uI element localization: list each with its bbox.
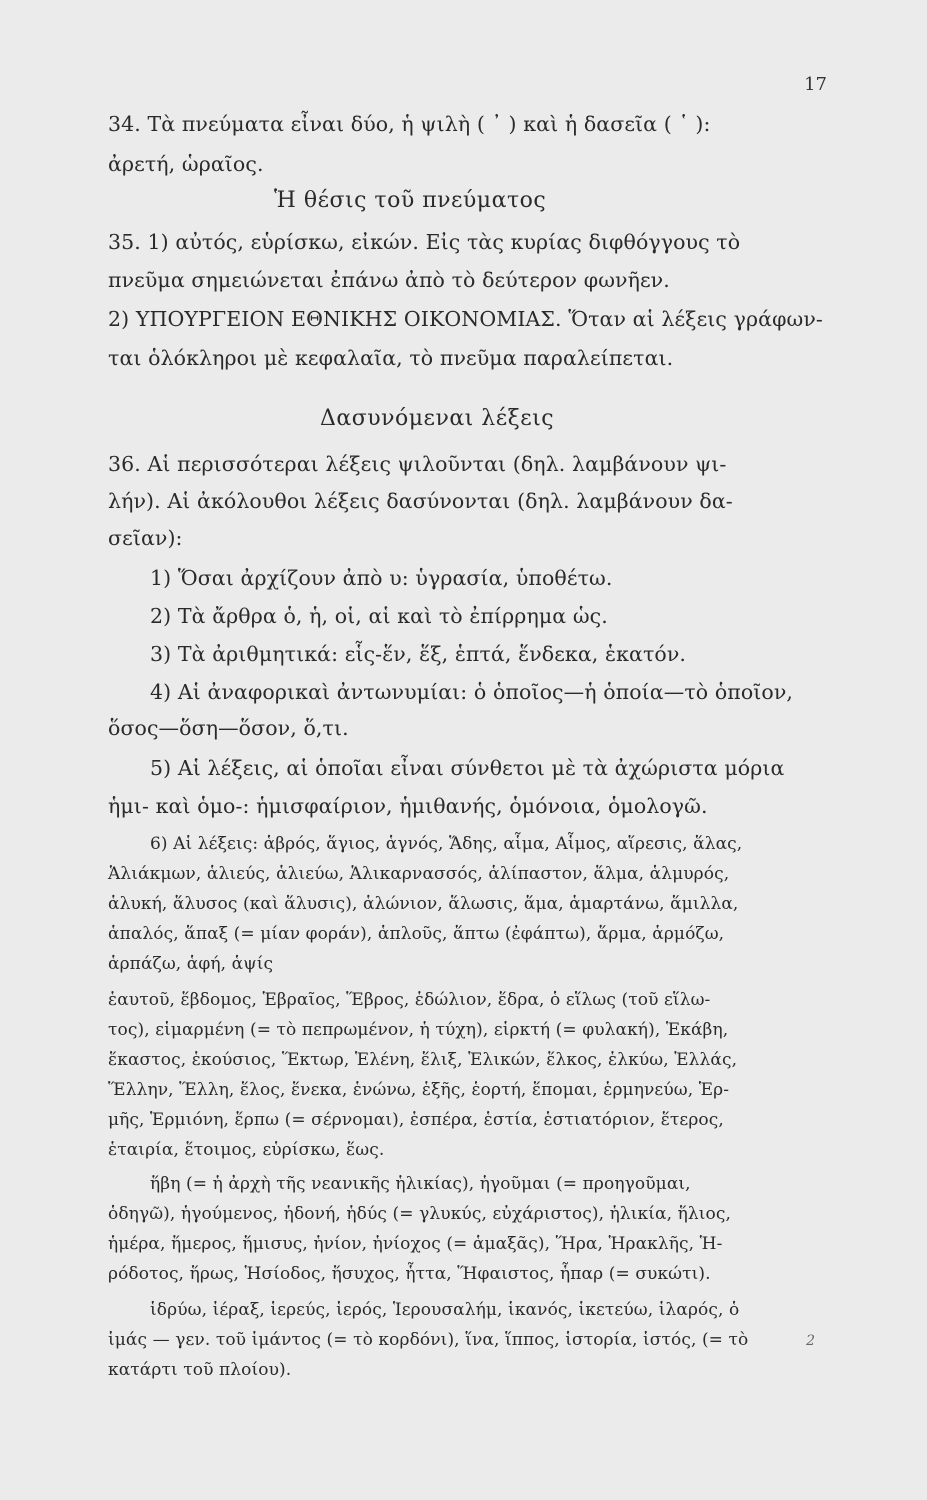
- page-number: 17: [804, 74, 827, 95]
- text-line: ἑαυτοῦ, ἕβδομος, Ἑβραῖος, Ἕβρος, ἑδώλιον, ἕδρα, ὁ εἵλως (τοῦ εἵλω-: [108, 990, 711, 1010]
- text-line: κατάρτι τοῦ πλοίου).: [108, 1360, 292, 1380]
- text-line: ἀρετή, ὡραῖος.: [108, 152, 264, 176]
- text-line: 2) Τὰ ἄρθρα ὁ, ἡ, οἱ, αἱ καὶ τὸ ἐπίρρημα ὡς.: [150, 604, 608, 628]
- text-line: ἥβη (= ἡ ἀρχὴ τῆς νεανικῆς ἡλικίας), ἡγοῦμαι (= προηγοῦμαι,: [150, 1174, 691, 1194]
- text-line: Ἕλλην, Ἕλλη, ἕλος, ἕνεκα, ἑνώνω, ἑξῆς, ἑορτή, ἕπομαι, ἑρμηνεύω, Ἑρ-: [108, 1080, 730, 1100]
- section-heading: Δασυνόμεναι λέξεις: [320, 406, 555, 431]
- text-line: πνεῦμα σημειώνεται ἐπάνω ἀπὸ τὸ δεύτερον φωνῆεν.: [108, 268, 670, 292]
- text-line: ρόδοτος, ἥρως, Ἡσίοδος, ἥσυχος, ἧττα, Ἥφαιστος, ἧπαρ (= συκώτι).: [108, 1264, 711, 1284]
- text-line: λήν). Αἱ ἀκόλουθοι λέξεις δασύνονται (δηλ. λαμβάνουν δα-: [108, 489, 733, 513]
- text-line: ἁπαλός, ἅπαξ (= μίαν φοράν), ἁπλοῦς, ἅπτω (ἐφάπτω), ἅρμα, ἁρμόζω,: [108, 924, 725, 944]
- text-line: 5) Αἱ λέξεις, αἱ ὁποῖαι εἶναι σύνθετοι μὲ τὰ ἀχώριστα μόρια: [150, 756, 785, 780]
- text-line: 34. Τὰ πνεύματα εἶναι δύο, ἡ ψιλὴ ( ᾿ ) καὶ ἡ δασεῖα ( ῾ ):: [108, 112, 711, 136]
- text-line: ἕκαστος, ἑκούσιος, Ἕκτωρ, Ἑλένη, ἕλιξ, Ἑλικών, ἕλκος, ἑλκύω, Ἑλλάς,: [108, 1050, 738, 1070]
- text-line: ἁρπάζω, ἁφή, ἁψίς: [108, 954, 274, 974]
- text-line: τος), εἱμαρμένη (= τὸ πεπρωμένον, ἡ τύχη), εἱρκτή (= φυλακή), Ἑκάβη,: [108, 1020, 729, 1040]
- text-line: ται ὁλόκληροι μὲ κεφαλαῖα, τὸ πνεῦμα παραλείπεται.: [108, 346, 674, 370]
- text-line: ὅσος—ὅση—ὅσον, ὅ,τι.: [108, 716, 349, 740]
- text-line: ἡμι- καὶ ὁμο-: ἡμισφαίριον, ἡμιθανής, ὁμόνοια, ὁμολογῶ.: [108, 794, 708, 818]
- section-heading: Ἡ θέσις τοῦ πνεύματος: [274, 188, 547, 213]
- text-line: 3) Τὰ ἀριθμητικά: εἷς-ἕν, ἕξ, ἑπτά, ἕνδεκα, ἑκατόν.: [150, 642, 687, 666]
- text-line: Ἁλιάκμων, ἁλιεύς, ἁλιεύω, Ἁλικαρνασσός, ἁλίπαστον, ἅλμα, ἁλμυρός,: [108, 864, 730, 884]
- text-line: ἑταιρία, ἕτοιμος, εὑρίσκω, ἕως.: [108, 1140, 385, 1160]
- text-line: ὁδηγῶ), ἡγούμενος, ἡδονή, ἡδύς (= γλυκύς, εὐχάριστος), ἡλικία, ἥλιος,: [108, 1204, 731, 1224]
- text-line: 6) Αἱ λέξεις: ἁβρός, ἅγιος, ἁγνός, Ἅδης, αἷμα, Αἷμος, αἵρεσις, ἅλας,: [150, 834, 743, 854]
- text-line: μῆς, Ἑρμιόνη, ἕρπω (= σέρνομαι), ἑσπέρα, ἑστία, ἑστιατόριον, ἕτερος,: [108, 1110, 724, 1130]
- text-line: 2) ΥΠΟΥΡΓΕΙΟΝ ΕΘΝΙΚΗΣ ΟΙΚΟΝΟΜΙΑΣ. Ὅταν αἱ λέξεις γράφων-: [108, 307, 823, 331]
- text-line: 36. Αἱ περισσότεραι λέξεις ψιλοῦνται (δηλ. λαμβάνουν ψι-: [108, 452, 727, 476]
- text-line: 35. 1) αὐτός, εὑρίσκω, εἰκών. Εἰς τὰς κυρίας διφθόγγους τὸ: [108, 230, 741, 254]
- text-line: 1) Ὅσαι ἀρχίζουν ἀπὸ υ: ὑγρασία, ὑποθέτω.: [150, 566, 613, 590]
- text-line: ἡμέρα, ἥμερος, ἥμισυς, ἡνίον, ἡνίοχος (= ἁμαξᾶς), Ἥρα, Ἡρακλῆς, Ἡ-: [108, 1234, 723, 1254]
- text-line: ἁλυκή, ἅλυσος (καὶ ἅλυσις), ἁλώνιον, ἅλωσις, ἅμα, ἁμαρτάνω, ἅμιλλα,: [108, 894, 739, 914]
- text-line: ἱμάς — γεν. τοῦ ἱμάντος (= τὸ κορδόνι), ἵνα, ἵππος, ἱστορία, ἱστός, (= τὸ: [108, 1330, 749, 1350]
- signature-mark: 2: [806, 1333, 815, 1349]
- text-line: σεῖαν):: [108, 526, 183, 550]
- text-line: ἱδρύω, ἱέραξ, ἱερεύς, ἱερός, Ἱερουσαλήμ, ἱκανός, ἱκετεύω, ἱλαρός, ὁ: [150, 1300, 740, 1320]
- text-line: 4) Αἱ ἀναφορικαὶ ἀντωνυμίαι: ὁ ὁποῖος—ἡ ὁποία—τὸ ὁποῖον,: [150, 680, 794, 704]
